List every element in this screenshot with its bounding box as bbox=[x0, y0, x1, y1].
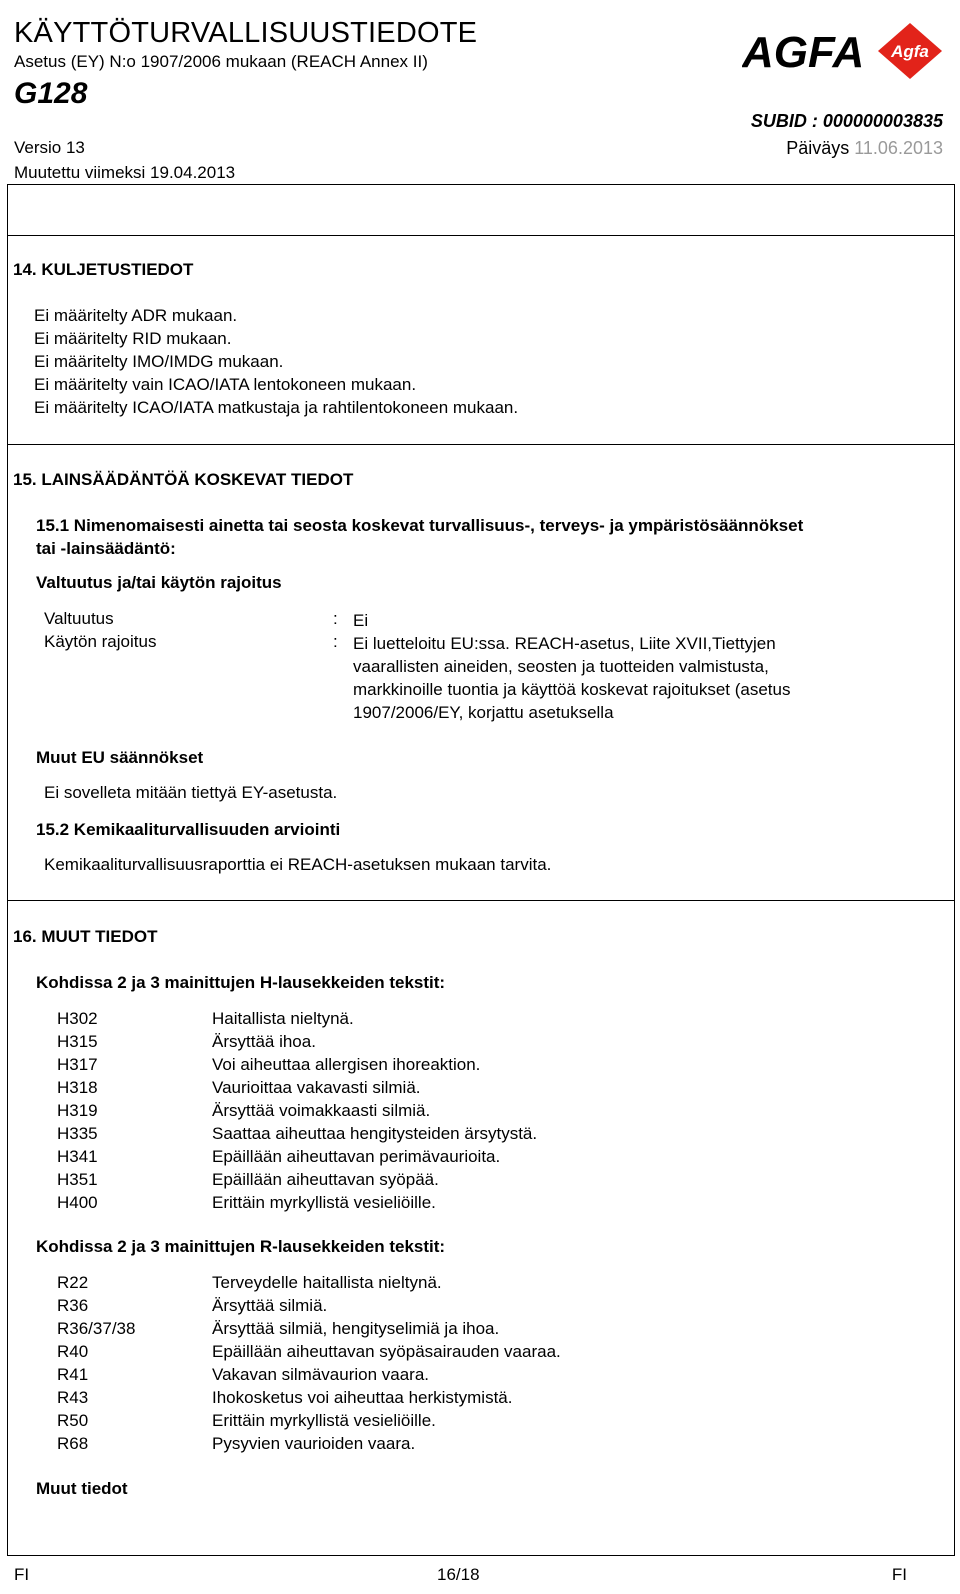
h-text: Ärsyttää voimakkaasti silmiä. bbox=[212, 1101, 431, 1120]
r-text: Ärsyttää silmiä. bbox=[212, 1296, 328, 1315]
transport-line: Ei määritelty RID mukaan. bbox=[34, 329, 232, 348]
h-text: Erittäin myrkyllistä vesieliöille. bbox=[212, 1193, 436, 1212]
h-code: H341 bbox=[57, 1147, 98, 1166]
colon: : bbox=[333, 632, 338, 651]
r-text: Pysyvien vaurioiden vaara. bbox=[212, 1434, 416, 1453]
r-text: Ihokosketus voi aiheuttaa herkistymistä. bbox=[212, 1388, 513, 1407]
header-divider bbox=[7, 184, 955, 185]
authorisation-label: Valtuutus bbox=[44, 609, 114, 628]
section-15-heading: 15. LAINSÄÄDÄNTÖÄ KOSKEVAT TIEDOT bbox=[13, 470, 354, 489]
page-number: 16/18 bbox=[437, 1565, 480, 1584]
h-code: H302 bbox=[57, 1009, 98, 1028]
subid: SUBID : 000000003835 bbox=[750, 111, 943, 131]
authorisation-heading: Valtuutus ja/tai käytön rajoitus bbox=[36, 573, 282, 592]
r-code: R36/37/38 bbox=[57, 1319, 136, 1338]
h-code: H351 bbox=[57, 1170, 98, 1189]
footer-language-left: FI bbox=[14, 1565, 30, 1584]
r-code: R43 bbox=[57, 1388, 89, 1407]
r-text: Vakavan silmävaurion vaara. bbox=[212, 1365, 430, 1384]
section-14-heading: 14. KULJETUSTIEDOT bbox=[13, 260, 194, 279]
transport-line: Ei määritelty IMO/IMDG mukaan. bbox=[34, 352, 284, 371]
h-code: H335 bbox=[57, 1124, 98, 1143]
authorisation-value: Ei bbox=[353, 611, 369, 630]
other-eu-heading: Muut EU säännökset bbox=[36, 748, 204, 767]
other-info-heading: Muut tiedot bbox=[36, 1479, 128, 1498]
h-code: H315 bbox=[57, 1032, 98, 1051]
section-divider bbox=[7, 444, 955, 445]
subsection-15-1-heading-cont: tai -lainsäädäntö: bbox=[36, 539, 176, 558]
other-eu-text: Ei sovelleta mitään tiettyä EY-asetusta. bbox=[44, 783, 338, 802]
h-text: Epäillään aiheuttavan syöpää. bbox=[212, 1170, 439, 1189]
h-text: Voi aiheuttaa allergisen ihoreaktion. bbox=[212, 1055, 481, 1074]
r-code: R36 bbox=[57, 1296, 89, 1315]
h-text: Epäillään aiheuttavan perimävaurioita. bbox=[212, 1147, 501, 1166]
h-text: Ärsyttää ihoa. bbox=[212, 1032, 316, 1051]
r-code: R40 bbox=[57, 1342, 89, 1361]
h-text: Saattaa aiheuttaa hengitysteiden ärsytystä. bbox=[212, 1124, 538, 1143]
issue-date bbox=[786, 138, 943, 159]
section-16-heading: 16. MUUT TIEDOT bbox=[13, 927, 158, 946]
restriction-value bbox=[353, 632, 913, 724]
r-text: Ärsyttää silmiä, hengityselimiä ja ihoa. bbox=[212, 1319, 500, 1338]
restriction-label: Käytön rajoitus bbox=[44, 632, 157, 651]
colon: : bbox=[333, 609, 338, 628]
r-code: R41 bbox=[57, 1365, 89, 1384]
agfa-logo-text: AGFA bbox=[742, 28, 865, 77]
h-code: H319 bbox=[57, 1101, 98, 1120]
restriction-value-line: markkinoille tuontia ja käyttöä koskevat rajoitukset (asetus bbox=[353, 680, 791, 699]
chemical-safety-text: Kemikaaliturvallisuusraporttia ei REACH-asetuksen mukaan tarvita. bbox=[44, 855, 552, 874]
section-divider bbox=[7, 900, 955, 901]
h-text: Vaurioittaa vakavasti silmiä. bbox=[212, 1078, 421, 1097]
transport-line: Ei määritelty vain ICAO/IATA lentokoneen mukaan. bbox=[34, 375, 417, 394]
footer-divider bbox=[7, 1555, 955, 1556]
subsection-15-2-heading: 15.2 Kemikaaliturvallisuuden arviointi bbox=[36, 820, 341, 839]
last-modified: Muutettu viimeksi 19.04.2013 bbox=[14, 163, 236, 182]
r-text: Terveydelle haitallista nieltynä. bbox=[212, 1273, 442, 1292]
header-bottom-divider bbox=[7, 235, 955, 236]
restriction-value-line: vaarallisten aineiden, seosten ja tuotteiden valmistusta, bbox=[353, 657, 769, 676]
product-name: G128 bbox=[14, 77, 88, 110]
r-code: R50 bbox=[57, 1411, 89, 1430]
h-code: H318 bbox=[57, 1078, 98, 1097]
sds-page bbox=[7, 7, 955, 1591]
agfa-logo bbox=[742, 21, 952, 81]
agfa-badge-text: Agfa bbox=[891, 42, 929, 61]
frame-left bbox=[7, 185, 8, 1555]
r-code: R68 bbox=[57, 1434, 89, 1453]
agfa-badge-icon bbox=[878, 23, 942, 79]
h-code: H400 bbox=[57, 1193, 98, 1212]
r-text: Epäillään aiheuttavan syöpäsairauden vaaraa. bbox=[212, 1342, 561, 1361]
r-text: Erittäin myrkyllistä vesieliöille. bbox=[212, 1411, 436, 1430]
footer-language-right: FI bbox=[891, 1565, 907, 1584]
version: Versio 13 bbox=[14, 138, 85, 157]
restriction-value-line: 1907/2006/EY, korjattu asetuksella bbox=[353, 703, 614, 722]
h-text: Haitallista nieltynä. bbox=[212, 1009, 354, 1028]
subsection-15-1-heading: 15.1 Nimenomaisesti ainetta tai seosta koskevat turvallisuus-, terveys- ja ympäristösäännökset bbox=[36, 516, 804, 535]
document-subtitle: Asetus (EY) N:o 1907/2006 mukaan (REACH Annex II) bbox=[14, 52, 428, 71]
document-title: KÄYTTÖTURVALLISUUSTIEDOTE bbox=[14, 17, 478, 49]
r-phrases-heading: Kohdissa 2 ja 3 mainittujen R-lausekkeiden tekstit: bbox=[36, 1237, 446, 1256]
transport-line: Ei määritelty ICAO/IATA matkustaja ja rahtilentokoneen mukaan. bbox=[34, 398, 519, 417]
r-code: R22 bbox=[57, 1273, 89, 1292]
frame-right bbox=[954, 185, 955, 1555]
restriction-value-line: Ei luetteloitu EU:ssa. REACH-asetus, Liite XVII,Tiettyjen bbox=[353, 634, 776, 653]
transport-line: Ei määritelty ADR mukaan. bbox=[34, 306, 238, 325]
date-value: 11.06.2013 bbox=[854, 138, 943, 158]
date-label: Päiväys bbox=[786, 138, 855, 158]
h-phrases-heading: Kohdissa 2 ja 3 mainittujen H-lausekkeiden tekstit: bbox=[36, 973, 446, 992]
h-code: H317 bbox=[57, 1055, 98, 1074]
